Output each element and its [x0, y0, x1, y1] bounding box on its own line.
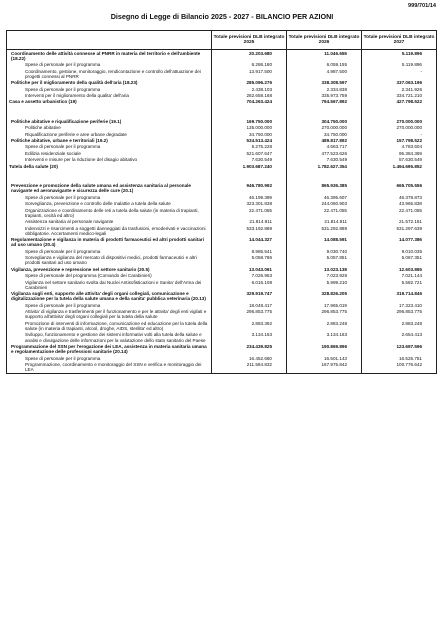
table-row	[7, 361, 437, 373]
value-2027: 5.582.721	[362, 279, 437, 291]
value-2026: 865.936.385	[287, 183, 362, 195]
value-2026: 21.814.911	[287, 219, 362, 225]
value-2025: 169.750.000	[212, 118, 287, 124]
value-2027: 95.384.369	[362, 150, 437, 156]
value-2027: 2.654.413	[362, 332, 437, 344]
value-2026: 11.046.655	[287, 50, 362, 62]
value-2026: 4.663.717	[287, 144, 362, 150]
value-2025	[212, 105, 287, 118]
row-label: Spese di personale per il programma	[7, 194, 212, 200]
value-2027: 665.705.556	[362, 183, 437, 195]
value-2027: 9.010.035	[362, 248, 437, 254]
value-2027: 16.525.751	[362, 355, 437, 361]
row-label: Programmazione del SSN per l'erogazione dei LEA, assistenza in materia sanitaria umana e regolamentazione delle professioni sanitarie (20.14)	[7, 343, 212, 355]
table-row	[7, 279, 437, 291]
value-2027: 337.063.196	[362, 80, 437, 86]
value-2026: 3.134.163	[287, 332, 362, 344]
value-2025: 20.203.680	[212, 50, 287, 62]
value-2025: 521.607.647	[212, 150, 287, 156]
value-2027: 334.721.210	[362, 92, 437, 98]
value-2025: 6.016.108	[212, 279, 287, 291]
value-2027: 531.297.639	[362, 225, 437, 237]
row-label: Casa e assetto urbanistico (19)	[7, 99, 212, 105]
value-2025: 8.985.541	[212, 248, 287, 254]
value-2026: 9.030.740	[287, 248, 362, 254]
value-2026: 296.853.775	[287, 309, 362, 321]
value-2027: 270.000.000	[362, 125, 437, 131]
value-2025: 6.286.180	[212, 62, 287, 68]
value-2027: 5.119.896	[362, 50, 437, 62]
row-label: Tutela della salute (20)	[7, 163, 212, 169]
value-2027: 2.341.926	[362, 86, 437, 92]
value-2025	[212, 169, 287, 182]
value-2026: 489.817.892	[287, 138, 362, 144]
row-label: Organizzazione e coordinamento delle reti a tutela della salute (in materia di trapianti, trapianti, cecità ed altro)	[7, 207, 212, 219]
table-row	[7, 237, 437, 249]
value-2027: 5.067.351	[362, 255, 437, 267]
value-2026: 335.973.759	[287, 92, 362, 98]
value-2025: 533.192.889	[212, 225, 287, 237]
row-label: Interventi e misure per la riduzione del disagio abitativo	[7, 157, 212, 163]
value-2025: 234.439.825	[212, 343, 287, 355]
value-2025: 946.780.992	[212, 183, 287, 195]
row-label: Programmazione, coordinamento e monitoraggio del SSN e verifica e monitoraggio dei LEA	[7, 361, 212, 373]
table-row	[7, 68, 437, 80]
value-2026: 7.630.549	[287, 157, 362, 163]
value-2025: 282.658.168	[212, 92, 287, 98]
table-row	[7, 225, 437, 237]
value-2027: 270.000.000	[362, 118, 437, 124]
value-2026	[287, 169, 362, 182]
row-label: Politiche abitative e riqualificazione periferie (19.1)	[7, 118, 212, 124]
value-2026	[287, 105, 362, 118]
value-2026: 13.023.138	[287, 266, 362, 272]
row-label: Indennizzi e risarcimenti a soggetti danneggiati da trasfusioni, emoderivati e vaccinazioni obbligatorie. Accertamenti medico-legali	[7, 225, 212, 237]
value-2025: 285.096.276	[212, 80, 287, 86]
value-2026: 190.869.896	[287, 343, 362, 355]
table-row	[7, 343, 437, 355]
value-2026: 1.782.627.354	[287, 163, 362, 169]
table-row	[7, 291, 437, 303]
value-2026: 244.060.903	[287, 201, 362, 207]
value-2027: 2.883.248	[362, 320, 437, 332]
value-2026: 4.987.500	[287, 68, 362, 80]
table-row	[7, 309, 437, 321]
value-2026: 14.088.591	[287, 237, 362, 249]
row-label: Interventi per il miglioramento della qualita' dell'aria	[7, 92, 212, 98]
value-2026: 16.501.143	[287, 355, 362, 361]
value-2025: 211.594.832	[212, 361, 287, 373]
row-label: Vigilanza nel settore sanitario svolta dai Nuclei Antisofisticazioni e Sanita' dell'Arma dei Carabinieri	[7, 279, 212, 291]
row-label: Spese di personale per il programma	[7, 355, 212, 361]
value-2025: 323.301.838	[212, 201, 287, 207]
value-2026: 477.523.626	[287, 150, 362, 156]
header-2027: Totale previsioni DLB integrato 2027	[362, 31, 437, 50]
table-row	[7, 255, 437, 267]
row-label: Politiche abitative	[7, 125, 212, 131]
value-2026: 338.308.597	[287, 80, 362, 86]
value-2026: 2.334.838	[287, 86, 362, 92]
value-2026: 6.059.155	[287, 62, 362, 68]
value-2027: 319.714.846	[362, 291, 437, 303]
value-2025: 2.438.103	[212, 86, 287, 92]
value-2027: 100.776.642	[362, 361, 437, 373]
value-2027: 427.798.522	[362, 99, 437, 105]
row-label: Sorveglianza, prevenzione e controllo delle malattie a tutela della salute	[7, 201, 212, 207]
header-2026: Totale previsioni DLB integrato 2026	[287, 31, 362, 50]
value-2027: 7.021.144	[362, 273, 437, 279]
value-2027: 21.572.161	[362, 219, 437, 225]
value-2025: 1.903.687.240	[212, 163, 287, 169]
value-2026: 46.395.607	[287, 194, 362, 200]
value-2026: 167.975.842	[287, 361, 362, 373]
value-2026: 7.023.928	[287, 273, 362, 279]
value-2027: 4.783.604	[362, 144, 437, 150]
value-2027: 296.853.775	[362, 309, 437, 321]
value-2026: 2.883.248	[287, 320, 362, 332]
value-2025: 13.043.061	[212, 266, 287, 272]
value-2027: -	[362, 131, 437, 137]
spacer-row	[7, 105, 437, 118]
value-2026: 270.000.000	[287, 125, 362, 131]
value-2025: 7.630.549	[212, 157, 287, 163]
row-label	[7, 105, 212, 118]
value-2027: 1.494.695.852	[362, 163, 437, 169]
value-2025: 22.471.055	[212, 207, 287, 219]
header-label-column	[7, 31, 212, 50]
table-row	[7, 50, 437, 62]
value-2026: 5.057.851	[287, 255, 362, 267]
value-2027: 12.603.865	[362, 266, 437, 272]
value-2027: 57.630.549	[362, 157, 437, 163]
value-2027: 22.471.055	[362, 207, 437, 219]
value-2025: 5.058.786	[212, 255, 287, 267]
row-label: Regolamentazione e vigilanza in materia di prodotti farmaceutici ed altri prodotti sanitari ad uso umano (20.4)	[7, 237, 212, 249]
value-2025: 135.000.000	[212, 125, 287, 131]
value-2027: -	[362, 68, 437, 80]
value-2026: 794.567.892	[287, 99, 362, 105]
table-row	[7, 320, 437, 332]
row-label	[7, 169, 212, 182]
value-2025: 18.048.417	[212, 302, 287, 308]
value-2025: 329.919.747	[212, 291, 287, 303]
row-label: Riqualificazione periferie e aree urbane degradate	[7, 131, 212, 137]
row-label: Promozione di interventi di informazione, comunicazione ed educazione per la tutela della salute (in materia di trapianti, alcool, droghe, AIDS, sterilita' ed altro)	[7, 320, 212, 332]
document-code: 999/701/14	[408, 3, 436, 9]
value-2026: 17.965.019	[287, 302, 362, 308]
row-label: Coordinamento delle attività connesse al PNRR in materia del territorio e dell'ambiente (18.22)	[7, 50, 212, 62]
row-label: Spese di personale per il programma	[7, 144, 212, 150]
row-label: Vigilanza, prevenzione e repressione nel settore sanitario (20.5)	[7, 266, 212, 272]
value-2026: 22.471.055	[287, 207, 362, 219]
row-label: Politiche abitative, urbane e territoriali (19.2)	[7, 138, 212, 144]
row-label: Assistenza sanitaria al personale navigante	[7, 219, 212, 225]
value-2027: 43.965.838	[362, 201, 437, 207]
value-2027	[362, 105, 437, 118]
row-label: Spese di personale del programma (Comando dei Carabinieri)	[7, 273, 212, 279]
table-body	[7, 50, 437, 374]
value-2026: 304.750.000	[287, 118, 362, 124]
row-label: Vigilanza sugli enti, supporto alle attivita' degli organi collegiali, comunicazione e digitalizzazione per la tutela della salute umana e della sanita' pubblica veterinaria (20.13)	[7, 291, 212, 303]
value-2027	[362, 169, 437, 182]
value-2025: 5.275.228	[212, 144, 287, 150]
value-2025: 46.199.399	[212, 194, 287, 200]
value-2027: 17.323.410	[362, 302, 437, 308]
row-label: Spese di personale per il programma	[7, 248, 212, 254]
value-2027: 123.697.596	[362, 343, 437, 355]
table-header-row	[7, 31, 437, 50]
value-2027: 14.077.386	[362, 237, 437, 249]
table-row	[7, 183, 437, 195]
value-2025: 21.814.911	[212, 219, 287, 225]
value-2025: 34.750.000	[212, 131, 287, 137]
value-2027: 5.119.896	[362, 62, 437, 68]
value-2025: 13.917.500	[212, 68, 287, 80]
row-label: Sorveglianza e vigilanza del mercato di dispositivi medici, prodotti farmaceutici e altri prodotti sanitari ad uso umano	[7, 255, 212, 267]
value-2025: 7.026.953	[212, 273, 287, 279]
table-row	[7, 207, 437, 219]
value-2025: 16.452.660	[212, 355, 287, 361]
row-label: Politiche per il miglioramento della qualità dell'aria (18.23)	[7, 80, 212, 86]
value-2026: 5.999.210	[287, 279, 362, 291]
value-2027: 157.798.522	[362, 138, 437, 144]
value-2025: 534.513.424	[212, 138, 287, 144]
value-2025: 296.853.775	[212, 309, 287, 321]
value-2026: 531.292.889	[287, 225, 362, 237]
value-2025: 3.134.163	[212, 332, 287, 344]
value-2026: 328.826.205	[287, 291, 362, 303]
header-2025: Totale previsioni DLB integrato 2025	[212, 31, 287, 50]
row-label: Coordinamento, gestione, monitoraggio, rendicontazione e controllo dell'attuazione dei progetti connessi al PNRR	[7, 68, 212, 80]
row-label: Spese di personale per il programma	[7, 86, 212, 92]
budget-table	[6, 30, 437, 374]
table-row	[7, 332, 437, 344]
page-title: Disegno di Legge di Bilancio 2025 - 2027 - BILANCIO PER AZIONI	[110, 12, 334, 21]
row-label: Sviluppo, funzionamento e gestione dei sistemi informativi volti alla tutela della salute e analisi e divulgazione delle informazioni per la valutazione dello stato sanitario del Paese	[7, 332, 212, 344]
row-label: Spese di personale per il programma	[7, 62, 212, 68]
value-2025: 704.263.424	[212, 99, 287, 105]
value-2025: 14.044.327	[212, 237, 287, 249]
row-label: Edilizia residenziale sociale	[7, 150, 212, 156]
row-label: Spese di personale per il programma	[7, 302, 212, 308]
value-2025: 2.883.392	[212, 320, 287, 332]
value-2027: 46.378.873	[362, 194, 437, 200]
value-2026: 34.750.000	[287, 131, 362, 137]
spacer-row	[7, 169, 437, 182]
row-label: Prevenzione e promozione della salute umana ed assistenza sanitaria al personale navigante ed aeronavigante e sicurezza delle cure (20.1)	[7, 183, 212, 195]
row-label: Attivita' di vigilanza e trasferimenti per il funzionamento e per le attivita' degli enti vigilati e supporto all'attivita' degli organi collegiali per la tutela della salute	[7, 309, 212, 321]
